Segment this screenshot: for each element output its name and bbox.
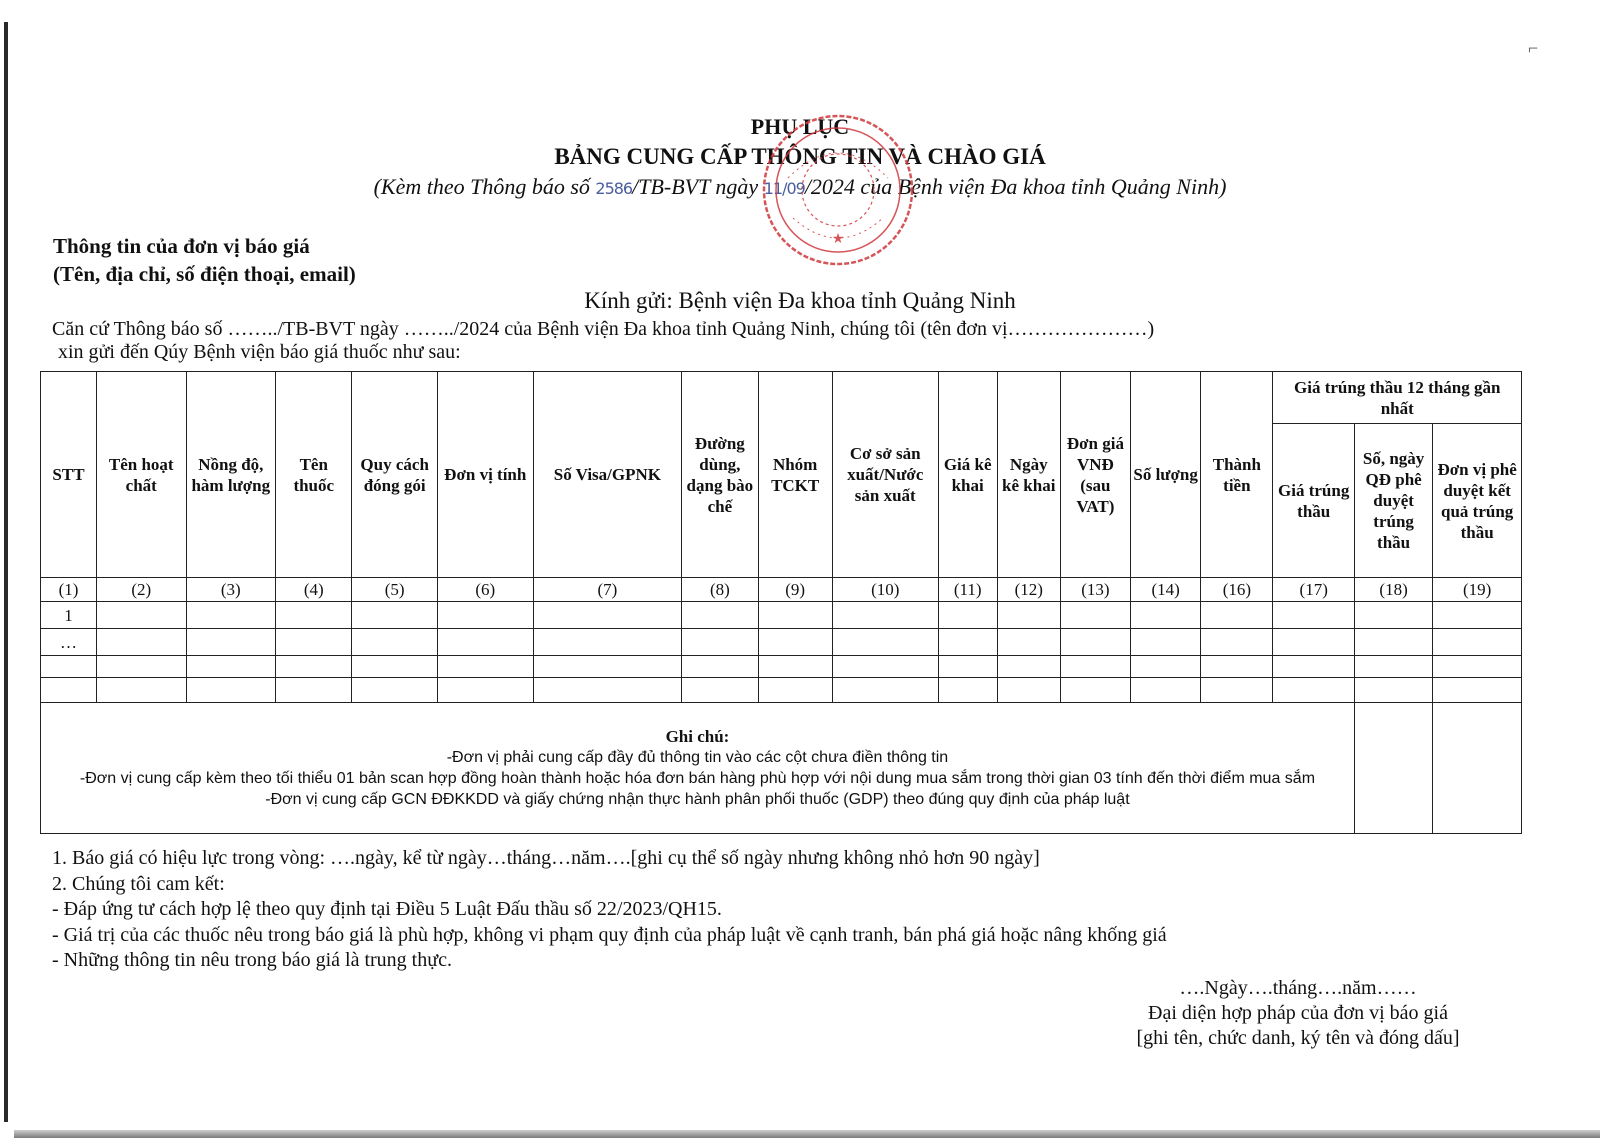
ref-prefix: (Kèm theo Thông báo số <box>373 174 596 199</box>
addressee: Kính gửi: Bệnh viện Đa khoa tỉnh Quảng Ninh <box>584 288 1016 313</box>
table-row <box>41 629 1522 656</box>
signature-instruction: [ghi tên, chức danh, ký tên và đóng dấu] <box>1136 1027 1460 1049</box>
col-number: (8) <box>682 578 758 602</box>
col-header: Nhóm TCKT <box>758 372 832 578</box>
group-header: Giá trúng thầu 12 tháng gần nhất <box>1273 372 1522 424</box>
column-number-row <box>41 578 1522 602</box>
col-number: (13) <box>1060 578 1130 602</box>
svg-text:★: ★ <box>831 231 845 247</box>
notes-cell <box>41 703 1355 834</box>
col-header: Giá kê khai <box>938 372 997 578</box>
col-number: (12) <box>997 578 1060 602</box>
col-number: (7) <box>533 578 682 602</box>
note-item: -Đơn vị cung cấp GCN ĐĐKKDD và giấy chứng nhận thực hành phân phối thuốc (GDP) theo đúng quy định của pháp luật <box>265 791 1130 808</box>
table-row <box>41 602 1522 629</box>
intro-line-2: xin gửi đến Qúy Bệnh viện báo giá thuốc như sau: <box>58 341 461 363</box>
col-header: Đơn vị tính <box>437 372 533 578</box>
intro-line-1: Căn cứ Thông báo số ……../TB-BVT ngày ……../2024 của Bệnh viện Đa khoa tỉnh Quảng Ninh, chúng tôi (tên đơn vị…………………) <box>52 318 1155 340</box>
col-number: (1) <box>41 578 97 602</box>
col-number: (3) <box>186 578 276 602</box>
col-header: Số Visa/GPNK <box>533 372 682 578</box>
col-number: (17) <box>1273 578 1354 602</box>
col-header: Đường dùng, dạng bào chế <box>682 372 758 578</box>
table-row <box>41 678 1522 703</box>
row-stt <box>41 656 97 678</box>
col-number: (4) <box>276 578 352 602</box>
red-seal-stamp <box>758 108 918 272</box>
col-header: Ngày kê khai <box>997 372 1060 578</box>
col-header: Tên thuốc <box>276 372 352 578</box>
commitment-line: - Đáp ứng tư cách hợp lệ theo quy định tại Điều 5 Luật Đấu thầu số 22/2023/QH15. <box>52 898 722 920</box>
col-number: (16) <box>1201 578 1273 602</box>
col-header: Số lượng <box>1131 372 1201 578</box>
ref-date-handwritten: 11/09 <box>763 179 805 198</box>
commitments <box>52 846 1167 974</box>
commitment-line: - Giá trị của các thuốc nêu trong báo giá là phù hợp, không vi phạm quy định của pháp luật về cạnh tranh, bán phá giá hoặc nâng khống giá <box>52 923 1167 946</box>
col-header: Nồng độ, hàm lượng <box>186 372 276 578</box>
commitment-line: 2. Chúng tôi cam kết: <box>52 872 225 895</box>
quotation-table <box>40 371 1522 834</box>
ref-mid: /TB-BVT ngày <box>632 174 764 199</box>
unit-info-heading <box>53 232 356 288</box>
row-stt: 1 <box>41 602 97 629</box>
col-number: (18) <box>1354 578 1432 602</box>
col-header: Tên hoạt chất <box>96 372 186 578</box>
scan-mark: ⌐ <box>1528 38 1539 58</box>
ref-suffix: /2024 của Bệnh viện Đa khoa tỉnh Quảng Ninh) <box>804 174 1227 199</box>
group-col-header: Giá trúng thầu <box>1273 424 1354 578</box>
col-header: Quy cách đóng gói <box>352 372 438 578</box>
signature-date: ….Ngày….tháng….năm…… <box>1179 977 1417 999</box>
doc-subtitle: BẢNG CUNG CẤP THÔNG TIN VÀ CHÀO GIÁ <box>554 144 1046 169</box>
col-number: (5) <box>352 578 438 602</box>
unit-info-line1: Thông tin của đơn vị báo giá <box>53 234 310 258</box>
notes-row <box>41 703 1522 834</box>
ref-number-handwritten: 2586 <box>595 179 633 198</box>
note-item: -Đơn vị cung cấp kèm theo tối thiểu 01 bản scan hợp đồng hoàn thành hoặc hóa đơn bán hàng phù hợp với nội dung mua sắm trong thời gian 03 tính đến thời điểm mua sắm <box>79 770 1316 787</box>
doc-title: PHỤ LỤC <box>750 114 850 139</box>
commitment-line: - Những thông tin nêu trong báo giá là trung thực. <box>52 949 452 971</box>
col-number: (9) <box>758 578 832 602</box>
row-stt: … <box>41 629 97 656</box>
col-header: Đơn giá VNĐ (sau VAT) <box>1060 372 1130 578</box>
col-header: Thành tiền <box>1201 372 1273 578</box>
row-stt <box>41 678 97 703</box>
signature-block <box>1098 976 1498 1051</box>
col-number: (19) <box>1433 578 1522 602</box>
col-header: STT <box>41 372 97 578</box>
group-col-header: Đơn vị phê duyệt kết quả trúng thầu <box>1433 424 1522 578</box>
unit-info-line2: (Tên, địa chỉ, số điện thoại, email) <box>53 262 356 286</box>
col-number: (2) <box>96 578 186 602</box>
col-number: (6) <box>437 578 533 602</box>
commitment-line: 1. Báo giá có hiệu lực trong vòng: ….ngày, kể từ ngày…tháng…năm….[ghi cụ thể số ngày nhưng không nhỏ hơn 90 ngày] <box>52 847 1040 869</box>
col-number: (11) <box>938 578 997 602</box>
group-col-header: Số, ngày QĐ phê duyệt trúng thầu <box>1354 424 1432 578</box>
table-row <box>41 656 1522 678</box>
notes-title: Ghi chú: <box>665 727 730 746</box>
table-header-row <box>41 372 1522 424</box>
col-number: (10) <box>832 578 938 602</box>
col-number: (14) <box>1131 578 1201 602</box>
col-header: Cơ sở sản xuất/Nước sản xuất <box>832 372 938 578</box>
signature-role: Đại diện hợp pháp của đơn vị báo giá <box>1148 1002 1448 1024</box>
scan-bottom-edge <box>14 1130 1600 1138</box>
note-item: -Đơn vị phải cung cấp đầy đủ thông tin vào các cột chưa điền thông tin <box>446 749 949 766</box>
